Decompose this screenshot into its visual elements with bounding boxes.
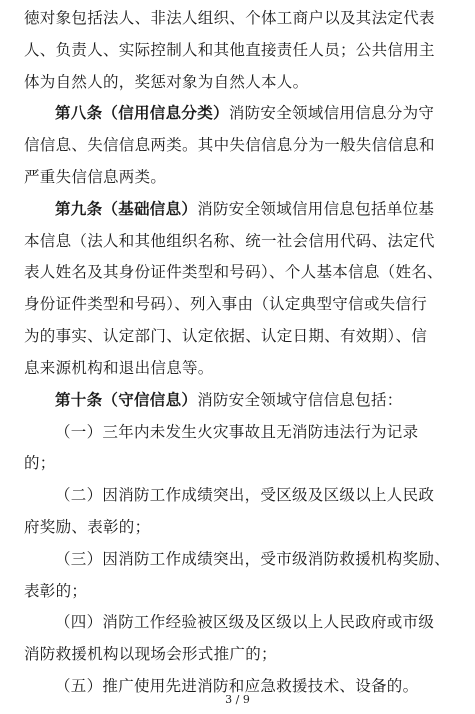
paragraph-line: 息来源机构和退出信息等。 — [24, 359, 214, 377]
list-item: （二）因消防工作成绩突出，受区级及区级以上人民政 — [55, 486, 435, 504]
paragraph-line: 本信息（法人和其他组织名称、统一社会信用代码、法定代 — [24, 232, 435, 250]
paragraph-line: 表人姓名及其身份证件类型和号码）、个人基本信息（姓名、 — [24, 263, 443, 281]
list-item: （三）因消防工作成绩突出，受市级消防救援机构奖励、 — [55, 550, 451, 568]
list-item-continuation: 的； — [24, 454, 56, 472]
list-item: （五）推广使用先进消防和应急救援技术、设备的。 — [55, 677, 419, 695]
article-10-first-line — [55, 390, 403, 410]
article-9-text: 消防安全领域信用信息包括单位基 — [197, 200, 435, 218]
list-item-continuation: 消防救援机构以现场会形式推广的； — [24, 645, 277, 663]
article-10-text: 消防安全领域守信信息包括： — [197, 391, 403, 409]
paragraph-line: 严重失信信息两类。 — [24, 168, 167, 186]
article-8-first-line — [55, 103, 434, 123]
paragraph-line: 人、负责人、实际控制人和其他直接责任人员；公共信用主 — [24, 41, 435, 59]
paragraph-line: 体为自然人的，奖惩对象为自然人本人。 — [24, 73, 309, 91]
paragraph-line: 为的事实、认定部门、认定依据、认定日期、有效期）、信 — [24, 327, 428, 345]
list-item-continuation: 表彰的； — [24, 582, 88, 600]
paragraph-line: 信信息、失信信息两类。其中失信信息分为一般失信信息和 — [24, 136, 435, 154]
paragraph-line: 徳对象包括法人、非法人组织、个体工商户以及其法定代表 — [24, 9, 435, 27]
article-8-heading: 第八条（信用信息分类） — [55, 103, 229, 122]
list-item: （四）消防工作经验被区级及区级以上人民政府或市级 — [55, 613, 435, 631]
list-item-continuation: 府奖励、表彰的； — [24, 518, 151, 536]
article-9-first-line — [55, 199, 434, 219]
list-item: （一）三年内未发生火灾事故且无消防违法行为记录 — [55, 423, 419, 441]
page-number: 3 / 9 — [225, 693, 250, 706]
article-10-heading: 第十条（守信信息） — [55, 390, 198, 409]
paragraph-line: 身份证件类型和号码）、列入事由（认定典型守信或失信行 — [24, 295, 428, 313]
article-8-text: 消防安全领域信用信息分为守 — [228, 104, 435, 122]
article-9-heading: 第九条（基础信息） — [55, 199, 198, 218]
